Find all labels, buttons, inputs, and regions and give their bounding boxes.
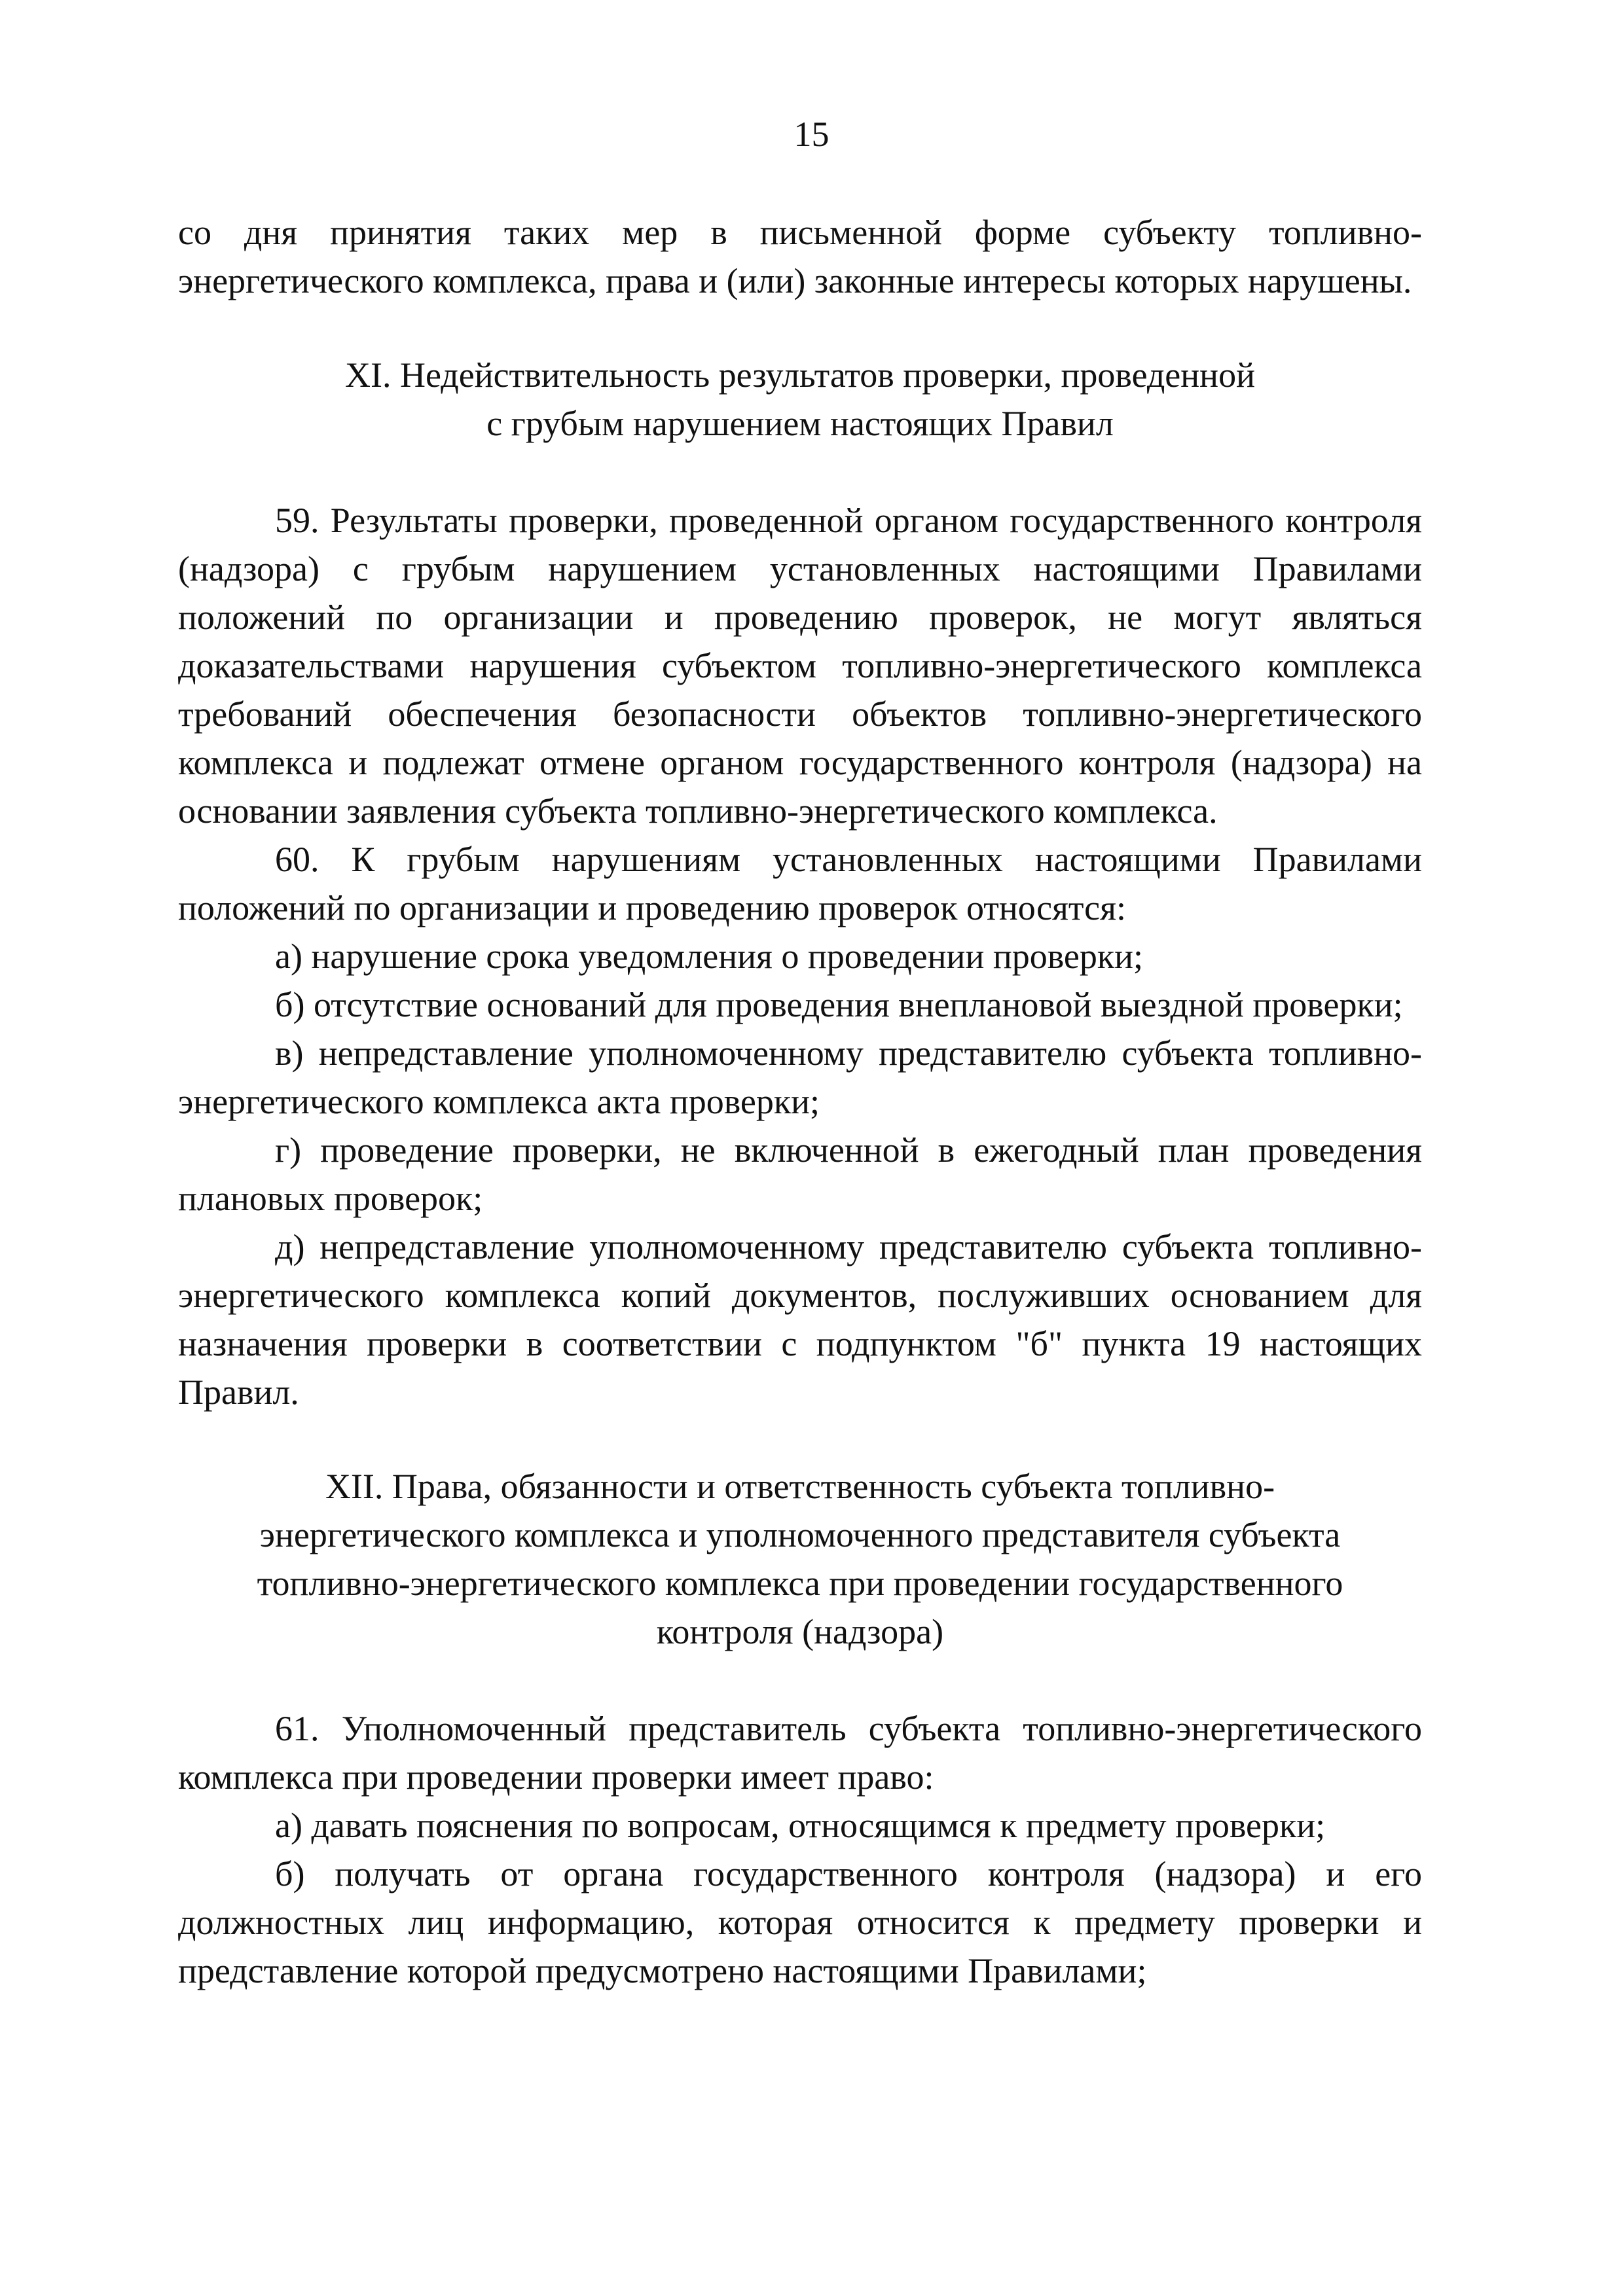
list-item-b: б) отсутствие оснований для проведения внеплановой выездной проверки;: [275, 985, 1403, 1024]
section-xi-heading: [178, 351, 1422, 448]
spacer: [178, 305, 1422, 351]
paragraph-59: 59. Результаты проверки, проведенной органом государственного контроля (надзора) с грубым нарушением установленных настоящими Правилами положений по организации и проведению проверок, не могут являться доказательствами нарушения субъектом топливно-энергетического комплекса требований обеспечения безопасности объектов топливно-энергетического комплекса и подлежат отмене органом государственного контроля (надзора) на основании заявления субъекта топливно-энергетического комплекса.: [178, 501, 1422, 831]
list-item-d: д) непредставление уполномоченному представителю субъекта топливно-энергетического комплекса копий документов, послуживших основанием для назначения проверки в соответствии с подпунктом "б" пункта 19 настоящих Правил.: [178, 1227, 1422, 1412]
section-xi-heading-line: XI. Недействительность результатов проверки, проведенной: [345, 355, 1255, 395]
list-item-a: а) нарушение срока уведомления о проведении проверки;: [275, 937, 1144, 976]
paragraph-60: 60. К грубым нарушениям установленных настоящими Правилами положений по организации и проведению проверок относятся:: [178, 840, 1422, 927]
spacer: [178, 1416, 1422, 1462]
list-item-a: а) давать пояснения по вопросам, относящимся к предмету проверки;: [275, 1806, 1326, 1845]
section-xii-heading: [178, 1462, 1422, 1656]
list-item-g: г) проведение проверки, не включенной в ежегодный план проведения плановых проверок;: [178, 1130, 1422, 1218]
section-xi-heading-line: с грубым нарушением настоящих Правил: [486, 404, 1114, 443]
section-xii-heading-line: топливно-энергетического комплекса при проведении государственного: [257, 1564, 1343, 1603]
spacer: [178, 448, 1422, 496]
paragraph-61: 61. Уполномоченный представитель субъекта топливно-энергетического комплекса при проведении проверки имеет право:: [178, 1709, 1422, 1797]
page-number: 15: [793, 115, 830, 154]
list-item-v: в) непредставление уполномоченному представителю субъекта топливно-энергетического комплекса акта проверки;: [178, 1033, 1422, 1121]
spacer: [178, 1656, 1422, 1704]
document-body: [178, 208, 1422, 1995]
section-xii-heading-line: энергетического комплекса и уполномоченного представителя субъекта: [259, 1515, 1341, 1554]
list-item-b: б) получать от органа государственного контроля (надзора) и его должностных лиц информацию, которая относится к предмету проверки и представление которой предусмотрено настоящими Правилами;: [178, 1854, 1422, 1990]
section-xii-heading-line: контроля (надзора): [656, 1612, 944, 1651]
intro-paragraph: со дня принятия таких мер в письменной форме субъекту топливно-энергетического комплекса, права и (или) законные интересы которых нарушены.: [178, 213, 1422, 300]
section-xii-heading-line: XII. Права, обязанности и ответственность субъекта топливно-: [325, 1467, 1275, 1506]
